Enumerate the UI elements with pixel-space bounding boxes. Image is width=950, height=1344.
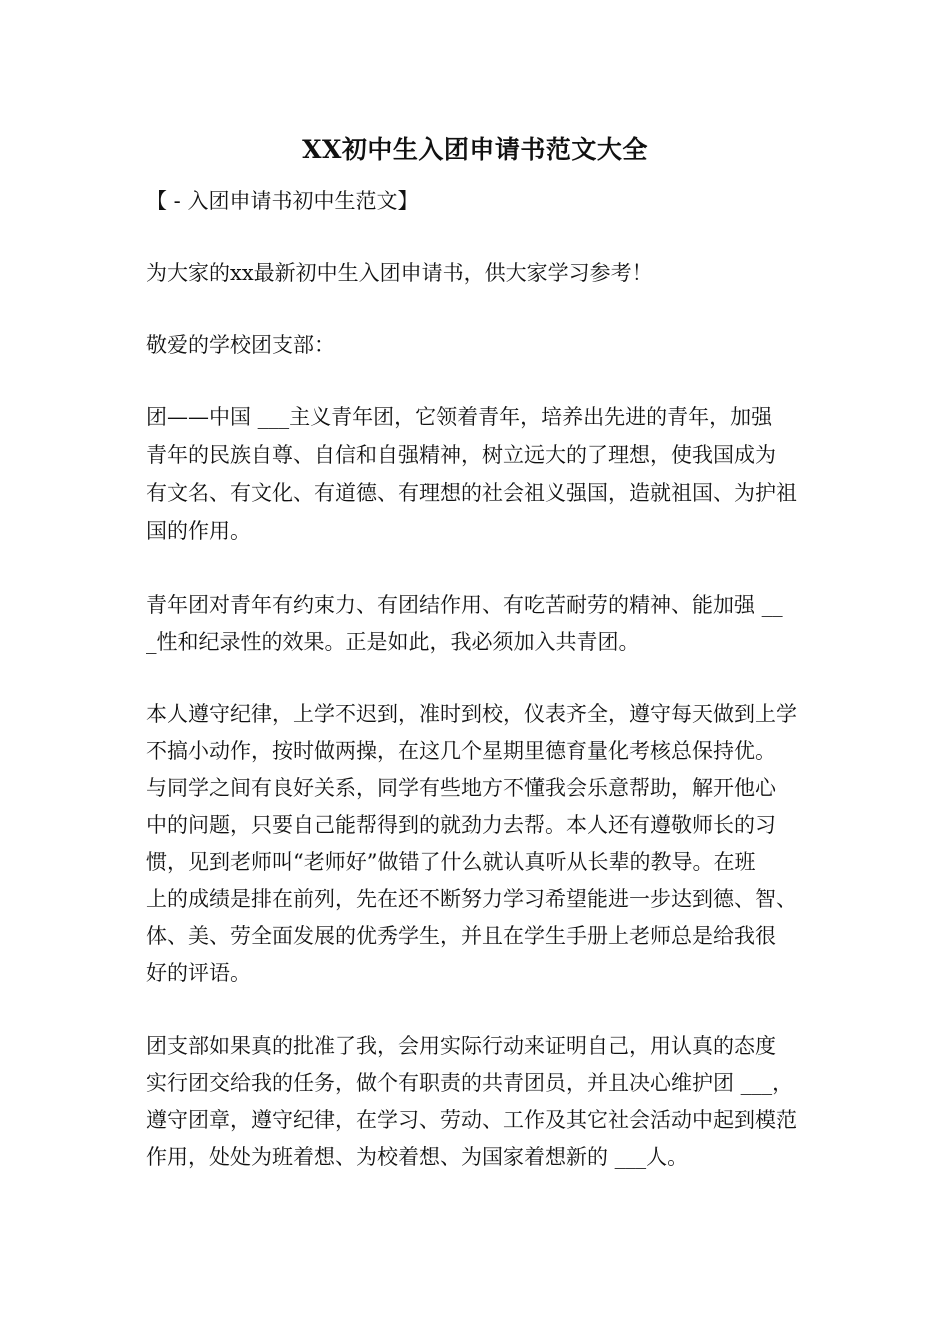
paragraph-line: 国的作用。 [146,519,251,543]
paragraph-line: 体、美、劳全面发展的优秀学生，并且在学生手册上老师总是给我很 [146,924,776,948]
paragraph-line: 有文名、有文化、有道德、有理想的社会祖义强国，造就祖国、为护祖 [146,481,797,505]
paragraph-line: 实行团交给我的任务，做个有职责的共青团员，并且决心维护团 ___， [146,1071,794,1095]
subtitle-line: 【 - 入团申请书初中生范文】 [146,189,419,213]
paragraph-line: 与同学之间有良好关系，同学有些地方不懂我会乐意帮助，解开他心 [146,776,776,800]
paragraph-line: 青年团对青年有约束力、有团结作用、有吃苦耐劳的精神、能加强 __ [146,593,783,617]
paragraph-line: 作用，处处为班着想、为校着想、为国家着想新的 ___人。 [146,1145,689,1169]
paragraph-line: 中的问题，只要自己能帮得到的就劲力去帮。本人还有遵敬师长的习 [146,813,776,837]
paragraph-line: 不搞小动作，按时做两操，在这几个星期里德育量化考核总保持优。 [146,739,776,763]
paragraph-line: 好的评语。 [146,961,251,985]
paragraph-line: 上的成绩是排在前列，先在还不断努力学习希望能进一步达到德、智、 [146,887,797,911]
intro-line: 为大家的xx最新初中生入团申请书，供大家学习参考！ [146,261,653,285]
paragraph-line: 本人遵守纪律，上学不迟到，准时到校，仪表齐全，遵守每天做到上学 [146,702,797,726]
paragraph-line: 惯，见到老师叫“老师好”做错了什么就认真听从长辈的教导。在班 [146,850,756,874]
paragraph-line: 团支部如果真的批准了我，会用实际行动来证明自己，用认真的态度 [146,1034,776,1058]
document-title: XX初中生入团申请书范文大全 [302,135,648,164]
paragraph-line: _性和纪录性的效果。正是如此，我必须加入共青团。 [146,630,640,654]
paragraph-line: 遵守团章，遵守纪律，在学习、劳动、工作及其它社会活动中起到模范 [146,1108,797,1132]
paragraph-line: 青年的民族自尊、自信和自强精神，树立远大的了理想，使我国成为 [146,443,776,467]
paragraph-line: 团——中国 ___主义青年团，它领着青年，培养出先进的青年，加强 [146,405,773,429]
salutation-line: 敬爱的学校团支部： [146,333,335,357]
